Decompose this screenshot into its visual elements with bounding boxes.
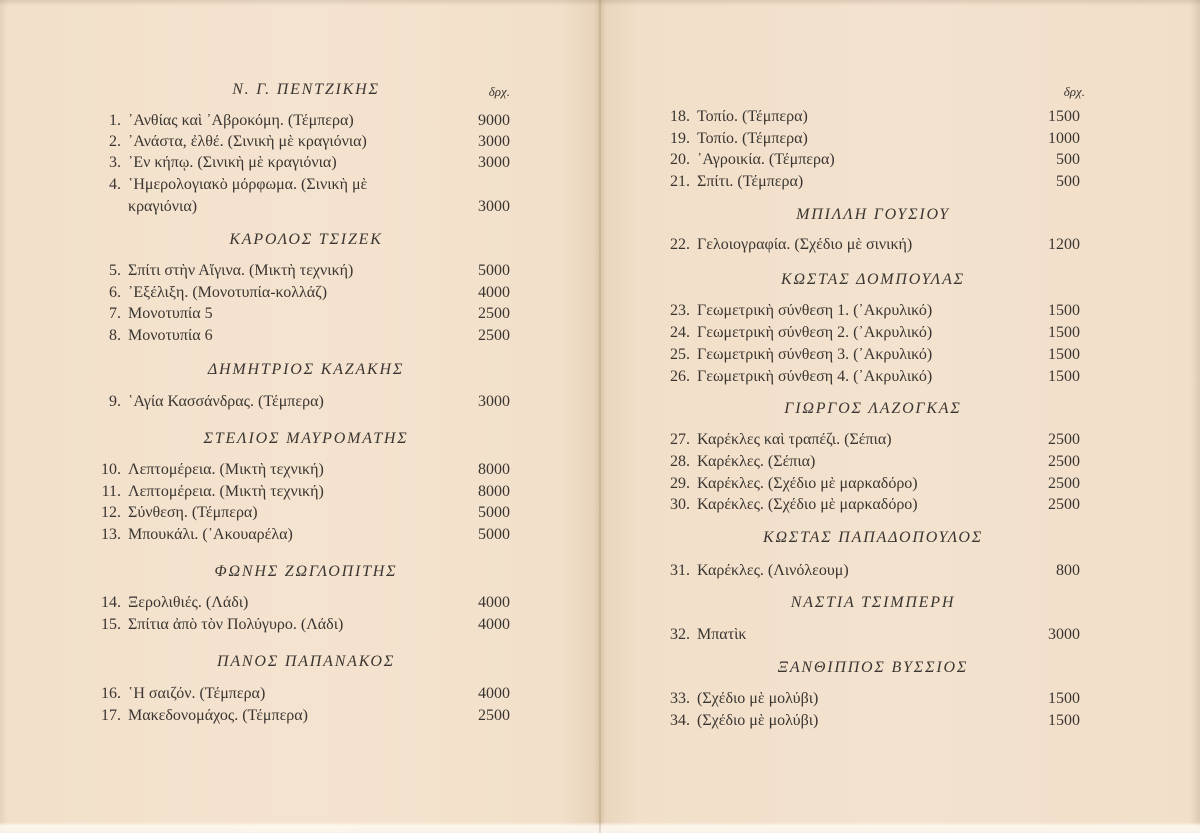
catalog-item <box>0 131 600 153</box>
item-number: 16. <box>101 685 121 702</box>
catalog-item <box>600 451 1200 473</box>
currency-label: δρχ. <box>488 84 510 99</box>
item-number: 15. <box>101 616 121 633</box>
item-title: Γελοιογραφία. (Σχέδιο μὲ σινική) <box>697 236 913 253</box>
catalog-item <box>0 391 600 413</box>
catalog-item <box>600 560 1200 582</box>
catalog-item <box>600 624 1200 646</box>
item-price: 800 <box>1056 562 1080 579</box>
catalog-item <box>600 688 1200 710</box>
item-title: Ξερολιθιές. (Λάδι) <box>128 594 249 611</box>
item-title: Μακεδονομάχος. (Τέμπερα) <box>128 707 308 724</box>
item-title: Τοπίο. (Τέμπερα) <box>697 130 808 147</box>
catalog-item <box>0 705 600 727</box>
catalog-item <box>0 502 600 524</box>
catalog-item <box>600 494 1200 516</box>
item-price: 500 <box>1056 151 1080 168</box>
item-title: Μπατὶκ <box>697 626 747 643</box>
item-number: 30. <box>670 496 690 513</box>
item-price: 1500 <box>1048 690 1080 707</box>
item-number: 29. <box>670 475 690 492</box>
item-title-continued: κραγιόνια) <box>128 198 198 215</box>
item-price: 2500 <box>478 707 510 724</box>
item-title: Καρέκλες. (Σχέδιο μὲ μαρκαδόρο) <box>697 496 918 513</box>
item-price: 5000 <box>478 504 510 521</box>
catalog-item <box>0 260 600 282</box>
item-number: 21. <box>670 173 690 190</box>
item-title: Σπίτι. (Τέμπερα) <box>697 173 804 190</box>
catalog-item <box>0 592 600 614</box>
artist-heading: ΣΤΕΛΙΟΣ ΜΑΥΡΟΜΑΤΗΣ <box>203 430 409 447</box>
item-title: Λεπτομέρεια. (Μικτὴ τεχνική) <box>128 461 324 478</box>
item-number: 14. <box>101 594 121 611</box>
item-price: 1500 <box>1048 108 1080 125</box>
item-title: Καρέκλες. (Σχέδιο μὲ μαρκαδόρο) <box>697 475 918 492</box>
item-price: 3000 <box>478 393 510 410</box>
item-price: 1500 <box>1048 368 1080 385</box>
catalog-item <box>0 481 600 503</box>
item-title: ᾿Ανάστα, ἐλθέ. (Σινικὴ μὲ κραγιόνια) <box>128 133 367 150</box>
item-number: 3. <box>109 154 121 171</box>
item-number: 18. <box>670 108 690 125</box>
item-price: 3000 <box>478 198 510 215</box>
item-title: Γεωμετρικὴ σύνθεση 4. (᾿Ακρυλικό) <box>697 368 933 385</box>
artist-heading: ΓΙΩΡΓΟΣ ΛΑΖΟΓΚΑΣ <box>784 400 962 417</box>
item-price: 1000 <box>1048 130 1080 147</box>
item-price: 4000 <box>478 594 510 611</box>
item-number: 32. <box>670 626 690 643</box>
item-title: ᾿Αγροικία. (Τέμπερα) <box>697 151 835 168</box>
item-number: 10. <box>101 461 121 478</box>
item-number: 17. <box>101 707 121 724</box>
artist-heading: ΚΩΣΤΑΣ ΠΑΠΑΔΟΠΟΥΛΟΣ <box>762 529 984 546</box>
item-number: 2. <box>109 133 121 150</box>
item-number: 4. <box>109 176 121 193</box>
item-number: 34. <box>670 712 690 729</box>
item-price: 8000 <box>478 461 510 478</box>
item-number: 27. <box>670 431 690 448</box>
item-title: Σπίτια ἀπὸ τὸν Πολύγυρο. (Λάδι) <box>128 616 344 633</box>
item-number: 5. <box>109 262 121 279</box>
item-price: 1500 <box>1048 302 1080 319</box>
catalog-item <box>600 473 1200 495</box>
item-price: 1500 <box>1048 346 1080 363</box>
item-price: 3000 <box>478 154 510 171</box>
catalog-item <box>600 171 1200 193</box>
item-price: 3000 <box>1048 626 1080 643</box>
artist-heading: ΔΗΜΗΤΡΙΟΣ ΚΑΖΑΚΗΣ <box>207 361 405 378</box>
item-price: 2500 <box>1048 431 1080 448</box>
item-number: 6. <box>109 284 121 301</box>
catalog-item <box>600 234 1200 256</box>
item-number: 11. <box>101 483 121 500</box>
item-title: ᾿Εν κήπῳ. (Σινικὴ μὲ κραγιόνια) <box>128 154 337 171</box>
artist-heading: ΜΠΙΛΛΗ ΓΟΥΣΙΟΥ <box>796 206 950 223</box>
item-number: 19. <box>670 130 690 147</box>
item-title: Σύνθεση. (Τέμπερα) <box>128 504 258 521</box>
catalog-item <box>0 110 600 132</box>
item-title: Καρέκλες. (Λινόλεουμ) <box>697 562 849 579</box>
catalog-item <box>0 282 600 304</box>
item-title: Γεωμετρικὴ σύνθεση 3. (᾿Ακρυλικό) <box>697 346 933 363</box>
catalog-item <box>600 322 1200 344</box>
artist-heading: ΞΑΝΘΙΠΠΟΣ ΒΥΣΣΙΟΣ <box>777 659 969 676</box>
item-number: 12. <box>101 504 121 521</box>
item-price: 4000 <box>478 685 510 702</box>
item-title: Σπίτι στὴν Αἴγινα. (Μικτὴ τεχνική) <box>128 262 354 279</box>
catalog-item <box>600 106 1200 128</box>
item-title: Τοπίο. (Τέμπερα) <box>697 108 808 125</box>
item-price: 500 <box>1056 173 1080 190</box>
catalog-item <box>0 683 600 705</box>
right-page <box>600 0 1200 833</box>
catalog-item <box>600 300 1200 322</box>
item-price: 2500 <box>1048 453 1080 470</box>
item-number: 1. <box>109 112 121 129</box>
catalog-item <box>0 524 600 546</box>
item-price: 4000 <box>478 284 510 301</box>
item-number: 8. <box>109 327 121 344</box>
item-title: ῾Η σαιζόν. (Τέμπερα) <box>128 685 266 702</box>
item-title: Γεωμετρικὴ σύνθεση 1. (᾿Ακρυλικό) <box>697 302 933 319</box>
item-price: 5000 <box>478 262 510 279</box>
item-price: 2500 <box>478 305 510 322</box>
catalog-item <box>600 366 1200 388</box>
item-number: 25. <box>670 346 690 363</box>
item-title: Λεπτομέρεια. (Μικτὴ τεχνική) <box>128 483 324 500</box>
catalog-item <box>0 174 600 196</box>
item-title: ᾿Ανθίας καὶ ᾿Αβροκόμη. (Τέμπερα) <box>128 112 354 129</box>
item-price: 1500 <box>1048 712 1080 729</box>
item-title: (Σχέδιο μὲ μολύβι) <box>697 712 819 729</box>
item-number: 7. <box>109 305 121 322</box>
catalog-item <box>600 429 1200 451</box>
item-number: 33. <box>670 690 690 707</box>
item-title: Καρέκλες καὶ τραπέζι. (Σέπια) <box>697 431 892 448</box>
item-title: ᾿Εξέλιξη. (Μονοτυπία-κολλάζ) <box>128 284 328 301</box>
item-title: Καρέκλες. (Σέπια) <box>697 453 816 470</box>
catalog-item <box>600 710 1200 732</box>
item-price: 1200 <box>1048 236 1080 253</box>
artist-heading: ΚΑΡΟΛΟΣ ΤΣΙΖΕΚ <box>229 231 383 248</box>
catalog-item <box>0 303 600 325</box>
item-number: 23. <box>670 302 690 319</box>
item-price: 5000 <box>478 526 510 543</box>
item-title: ῾Αγία Κασσάνδρας. (Τέμπερα) <box>128 393 324 410</box>
item-price: 2500 <box>478 327 510 344</box>
item-price: 9000 <box>478 112 510 129</box>
catalog-item <box>0 459 600 481</box>
catalog-item <box>600 128 1200 150</box>
artist-heading: ΠΑΝΟΣ ΠΑΠΑΝΑΚΟΣ <box>216 653 396 670</box>
item-number: 31. <box>670 562 690 579</box>
currency-label: δρχ. <box>1063 84 1085 99</box>
item-title: ῾Ημερολογιακὸ μόρφωμα. (Σινικὴ μὲ <box>128 176 368 193</box>
catalog-item <box>0 614 600 636</box>
item-price: 8000 <box>478 483 510 500</box>
item-title: Γεωμετρικὴ σύνθεση 2. (᾿Ακρυλικό) <box>697 324 933 341</box>
item-number: 20. <box>670 151 690 168</box>
artist-heading: ΚΩΣΤΑΣ ΔΟΜΠΟΥΛΑΣ <box>781 271 965 288</box>
item-price: 2500 <box>1048 475 1080 492</box>
catalog-item <box>600 344 1200 366</box>
artist-heading: Ν. Γ. ΠΕΝΤΖΙΚΗΣ <box>232 81 380 98</box>
catalog-item <box>0 325 600 347</box>
item-price: 3000 <box>478 133 510 150</box>
item-number: 26. <box>670 368 690 385</box>
item-number: 24. <box>670 324 690 341</box>
item-price: 1500 <box>1048 324 1080 341</box>
item-number: 22. <box>670 236 690 253</box>
item-price: 2500 <box>1048 496 1080 513</box>
item-number: 9. <box>109 393 121 410</box>
item-title: (Σχέδιο μὲ μολύβι) <box>697 690 819 707</box>
catalog-item <box>600 149 1200 171</box>
catalog-item <box>0 152 600 174</box>
item-title: Μονοτυπία 5 <box>128 305 213 322</box>
item-number: 28. <box>670 453 690 470</box>
item-price: 4000 <box>478 616 510 633</box>
artist-heading: ΦΩΝΗΣ ΖΩΓΛΟΠΙΤΗΣ <box>214 563 398 580</box>
catalog-item-continuation <box>0 196 600 218</box>
item-title: Μπουκάλι. (᾿Ακουαρέλα) <box>128 526 293 543</box>
artist-heading: ΝΑΣΤΙΑ ΤΣΙΜΠΕΡΗ <box>790 594 956 611</box>
item-number: 13. <box>101 526 121 543</box>
item-title: Μονοτυπία 6 <box>128 327 213 344</box>
